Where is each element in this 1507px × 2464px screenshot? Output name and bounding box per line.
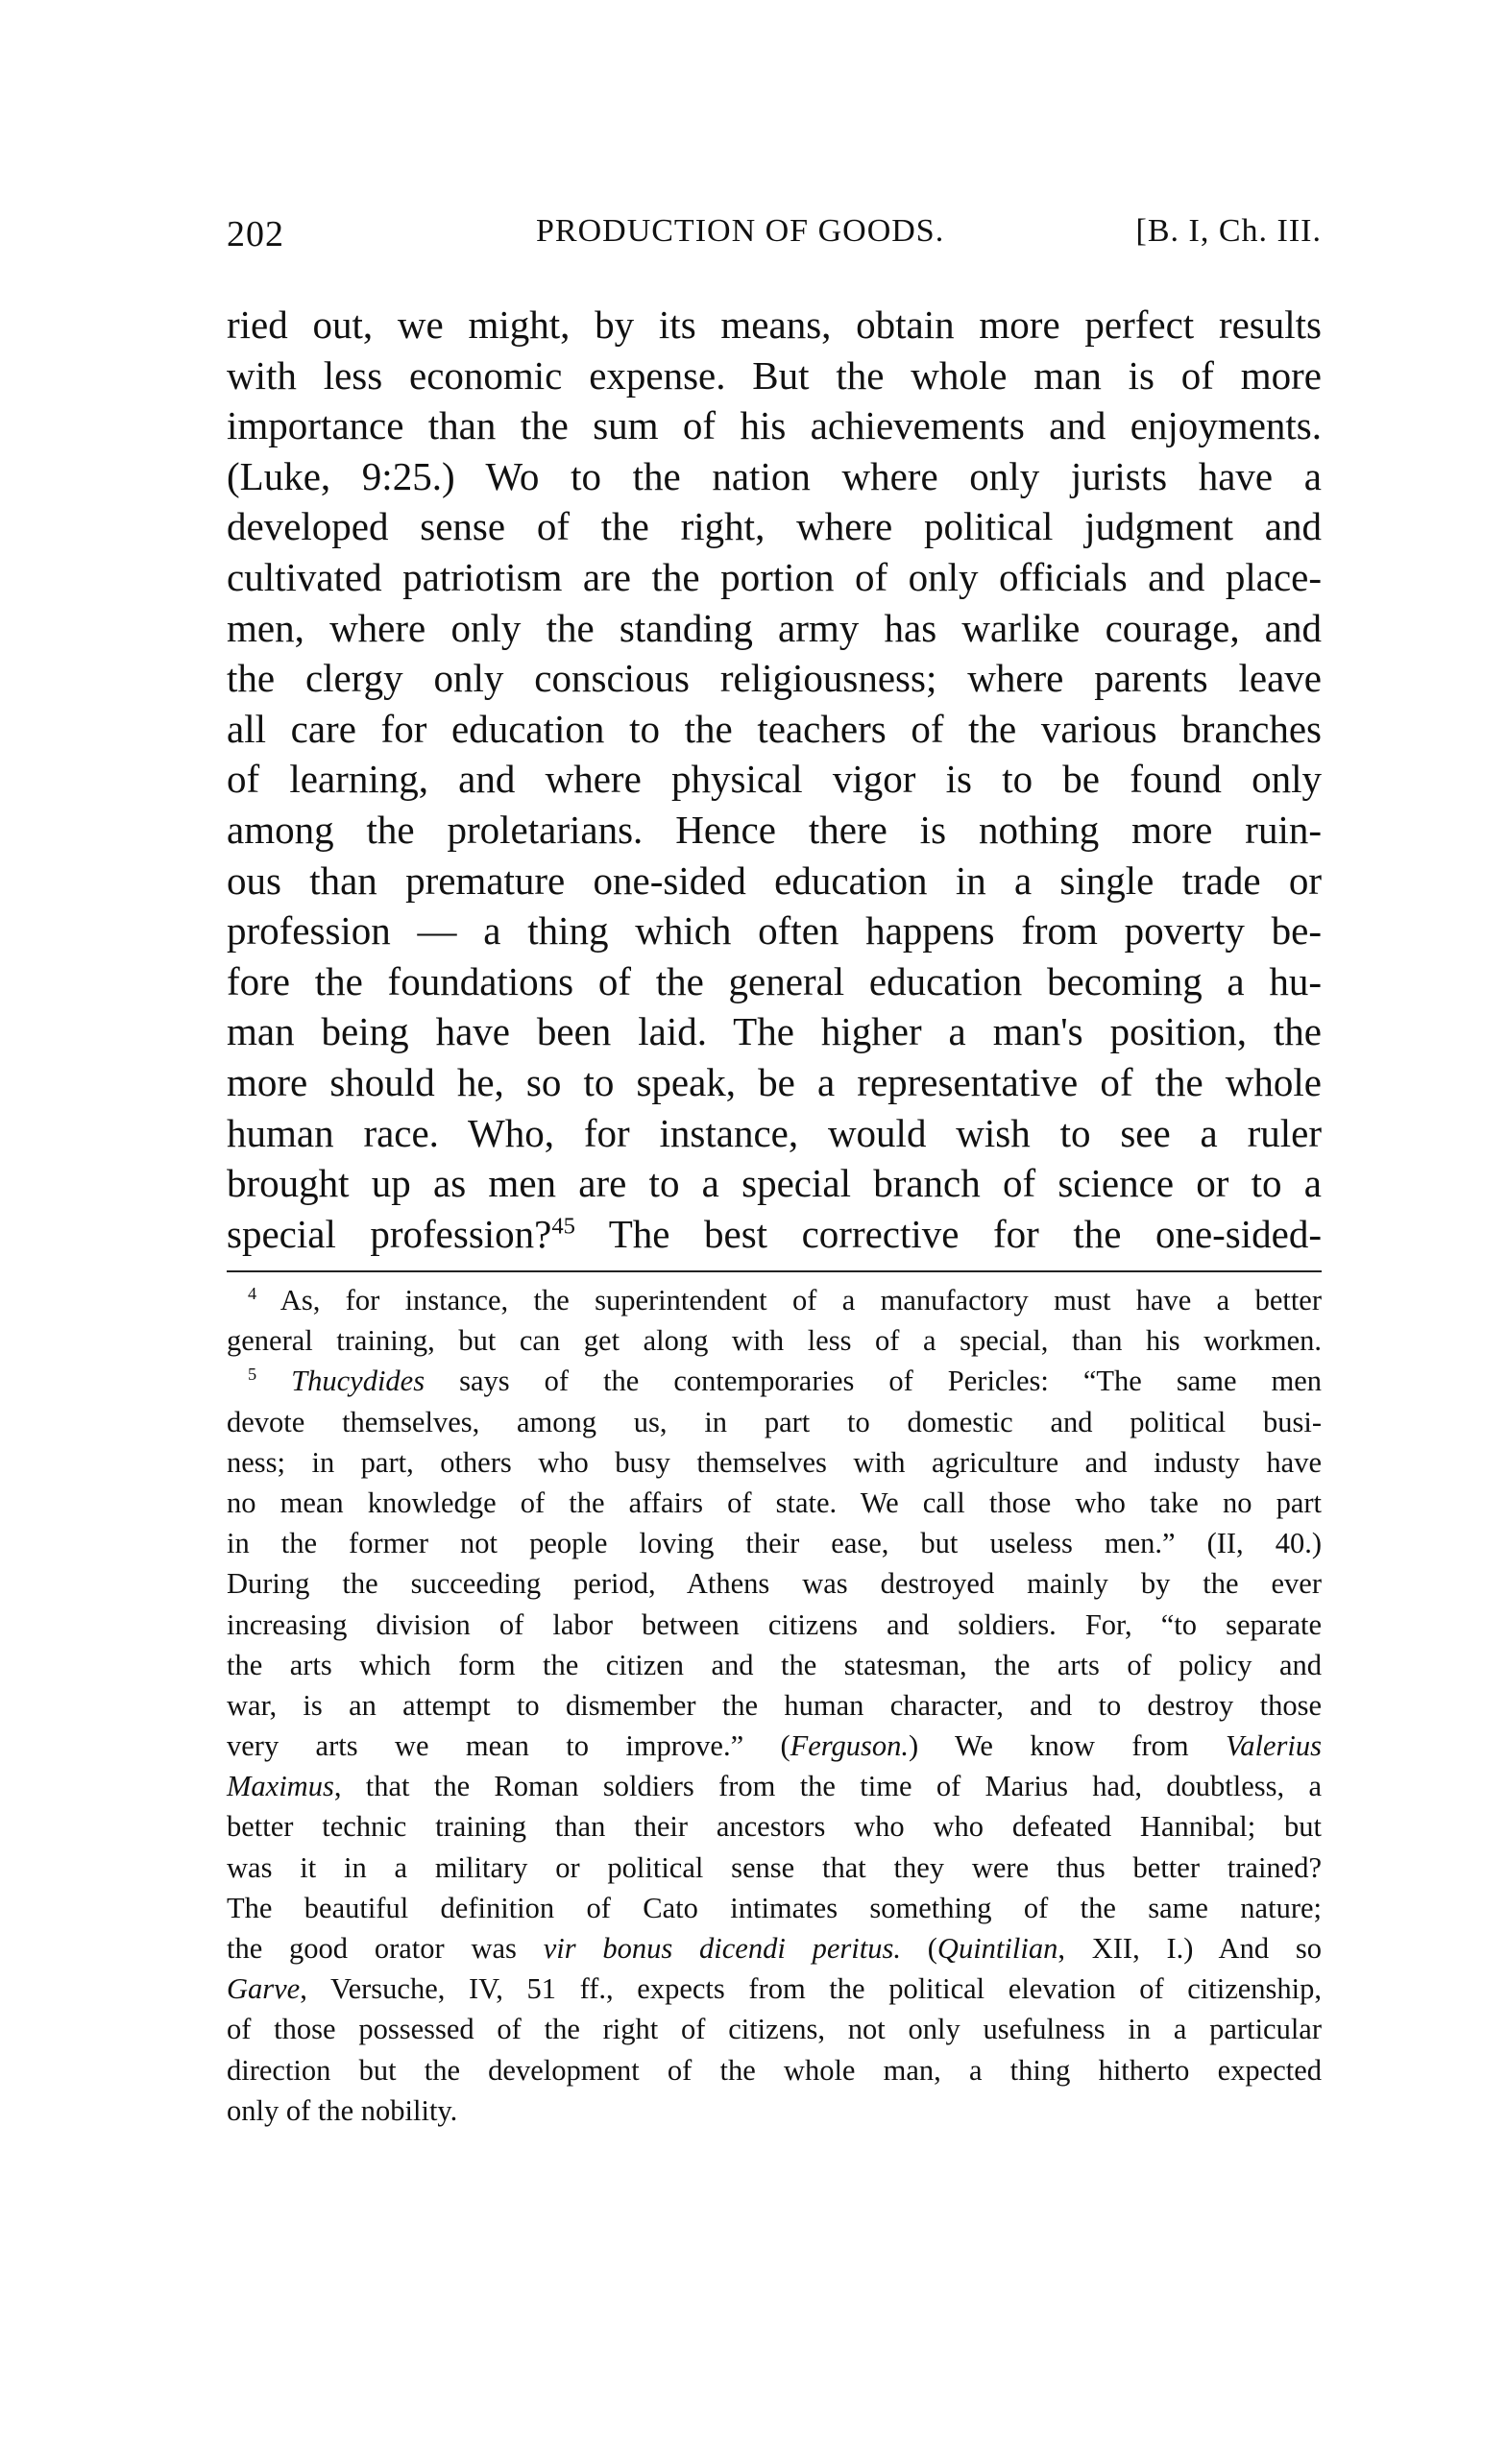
text-segment: , XII, I.) And so xyxy=(1057,1932,1322,1965)
text-line xyxy=(227,1108,1322,1159)
footnote-line xyxy=(227,1848,1322,1888)
page-number: 202 xyxy=(227,214,284,254)
text-segment: Maximus xyxy=(227,1770,334,1803)
text-segment: direction but the development of the whole man, a thing hitherto expected xyxy=(227,2053,1322,2087)
text-segment: men, where only the standing army has warlike courage, and xyxy=(227,605,1322,650)
text-line xyxy=(227,653,1322,704)
text-segment: Valerius xyxy=(1226,1729,1322,1763)
text-segment: Ferguson. xyxy=(790,1729,910,1763)
text-segment: Garve xyxy=(227,1972,301,2006)
text-segment: importance than the sum of his achievements and enjoyments. xyxy=(227,403,1322,448)
footnote-line xyxy=(227,2090,1322,2131)
text-segment: in the former not people loving their ease, but useless men.” (II, 40.) xyxy=(227,1527,1322,1560)
footnote-line xyxy=(227,2050,1322,2090)
text-line xyxy=(227,552,1322,603)
text-line xyxy=(227,754,1322,805)
footnotes xyxy=(227,1280,1322,2131)
text-segment: ried out, we might, by its means, obtain more perfect results xyxy=(227,302,1322,347)
text-line xyxy=(227,856,1322,906)
footnote-line xyxy=(227,1361,1322,1401)
text-line xyxy=(227,906,1322,956)
text-line xyxy=(227,1057,1322,1108)
text-segment: human race. Who, for instance, would wish to see a ruler xyxy=(227,1110,1322,1155)
footnote-line xyxy=(227,1280,1322,1320)
text-segment: ness; in part, others who busy themselves with agriculture and industy have xyxy=(227,1445,1322,1479)
footnote-line xyxy=(227,1888,1322,1928)
text-segment: more should he, so to speak, be a representative of the whole xyxy=(227,1059,1322,1104)
text-segment: very arts we mean to improve.” ( xyxy=(227,1729,790,1763)
text-segment: war, is an attempt to dismember the human character, and to destroy those xyxy=(227,1688,1322,1722)
text-line xyxy=(227,704,1322,755)
text-segment: ) We know from xyxy=(909,1729,1227,1763)
text-segment: , Versuche, IV, 51 ff., expects from the political elevation of citizenship, xyxy=(300,1972,1322,2006)
footnote-marker: 45 xyxy=(551,1213,575,1240)
text-segment: the clergy only conscious religiousness; where parents leave xyxy=(227,656,1322,701)
text-segment: no mean knowledge of the affairs of state. We call those who take no part xyxy=(227,1486,1322,1519)
footnote-line xyxy=(227,1563,1322,1604)
footnote-line xyxy=(227,1685,1322,1726)
text-line xyxy=(227,805,1322,856)
footnote-line xyxy=(227,1483,1322,1523)
text-segment: increasing division of labor between citizens and soldiers. For, “to separate xyxy=(227,1607,1322,1641)
text-line xyxy=(227,350,1322,401)
text-segment: fore the foundations of the general education becoming a hu- xyxy=(227,958,1322,1003)
text-line xyxy=(227,1158,1322,1209)
text-segment: of learning, and where physical vigor is to be found only xyxy=(227,757,1322,802)
text-segment: was it in a military or political sense that they were thus better trained? xyxy=(227,1850,1322,1884)
footnote-line xyxy=(227,1726,1322,1766)
text-segment: of those possessed of the right of citizens, not only usefulness in a particular xyxy=(227,2013,1322,2046)
text-line xyxy=(227,300,1322,350)
text-segment: cultivated patriotism are the portion of only officials and place- xyxy=(227,554,1322,599)
text-segment: As, for instance, the superintendent of a manufactory must have a better xyxy=(256,1284,1322,1317)
footnote-line xyxy=(227,1605,1322,1645)
text-segment xyxy=(256,1365,291,1397)
text-segment: (Luke, 9:25.) Wo to the nation where only jurists have a xyxy=(227,453,1322,498)
body-text xyxy=(227,300,1322,1259)
text-segment: says of the contemporaries of Pericles: “The same men xyxy=(425,1365,1323,1398)
text-segment: brought up as men are to a special branch of science or to a xyxy=(227,1161,1322,1206)
text-segment: Thucydides xyxy=(291,1365,425,1398)
text-segment: only of the nobility. xyxy=(227,2093,458,2127)
section-reference: [B. I, Ch. III. xyxy=(1135,213,1322,249)
text-segment: , that the Roman soldiers from the time of Marius had, doubtless, a xyxy=(333,1770,1322,1803)
text-segment: During the succeeding period, Athens was destroyed mainly by the ever xyxy=(227,1567,1322,1601)
text-line xyxy=(227,603,1322,654)
text-segment: man being have been laid. The higher a man's position, the xyxy=(227,1009,1322,1054)
text-segment: all care for education to the teachers of the various branches xyxy=(227,706,1322,751)
text-segment: better technic training than their ancestors who who defeated Hannibal; but xyxy=(227,1810,1322,1844)
text-segment: special profession? xyxy=(227,1211,552,1256)
text-segment: Quintilian xyxy=(936,1932,1058,1965)
footnote-line xyxy=(227,1523,1322,1563)
text-segment: the arts which form the citizen and the statesman, the arts of policy and xyxy=(227,1648,1322,1681)
text-segment: The beautiful definition of Cato intimates something of the same nature; xyxy=(227,1891,1322,1924)
running-header xyxy=(227,213,1322,261)
footnote-line xyxy=(227,1928,1322,1969)
footnote-line xyxy=(227,1806,1322,1847)
text-segment: vir bonus dicendi peritus. xyxy=(543,1932,901,1965)
text-line xyxy=(227,451,1322,502)
footnote-divider xyxy=(227,1270,1322,1272)
text-line xyxy=(227,400,1322,451)
text-segment: ous than premature one-sided education in a single trade or xyxy=(227,858,1322,903)
text-segment: devote themselves, among us, in part to domestic and political busi- xyxy=(227,1405,1322,1438)
footnote-line xyxy=(227,2009,1322,2049)
footnote-line xyxy=(227,1766,1322,1806)
footnote-line xyxy=(227,1969,1322,2009)
text-segment: profession — a thing which often happens from poverty be- xyxy=(227,908,1322,954)
text-line xyxy=(227,956,1322,1007)
footnote-line xyxy=(227,1402,1322,1442)
text-segment: among the proletarians. Hence there is nothing more ruin- xyxy=(227,807,1322,852)
running-title: PRODUCTION OF GOODS. xyxy=(536,213,945,249)
footnote-marker: 5 xyxy=(248,1365,257,1385)
footnote-marker: 4 xyxy=(248,1283,257,1303)
text-segment: general training, but can get along with less of a special, than his workmen. xyxy=(227,1324,1322,1358)
text-segment: the good orator was xyxy=(227,1932,544,1965)
text-line xyxy=(227,1209,1322,1260)
footnote-line xyxy=(227,1320,1322,1361)
text-line xyxy=(227,501,1322,552)
text-segment: ( xyxy=(900,1932,937,1965)
footnote-line xyxy=(227,1645,1322,1685)
text-line xyxy=(227,1006,1322,1057)
text-segment: developed sense of the right, where political judgment and xyxy=(227,504,1322,549)
footnote-line xyxy=(227,1442,1322,1483)
text-segment: The best corrective for the one-sided- xyxy=(574,1211,1322,1256)
text-segment: with less economic expense. But the whole man is of more xyxy=(227,352,1322,398)
